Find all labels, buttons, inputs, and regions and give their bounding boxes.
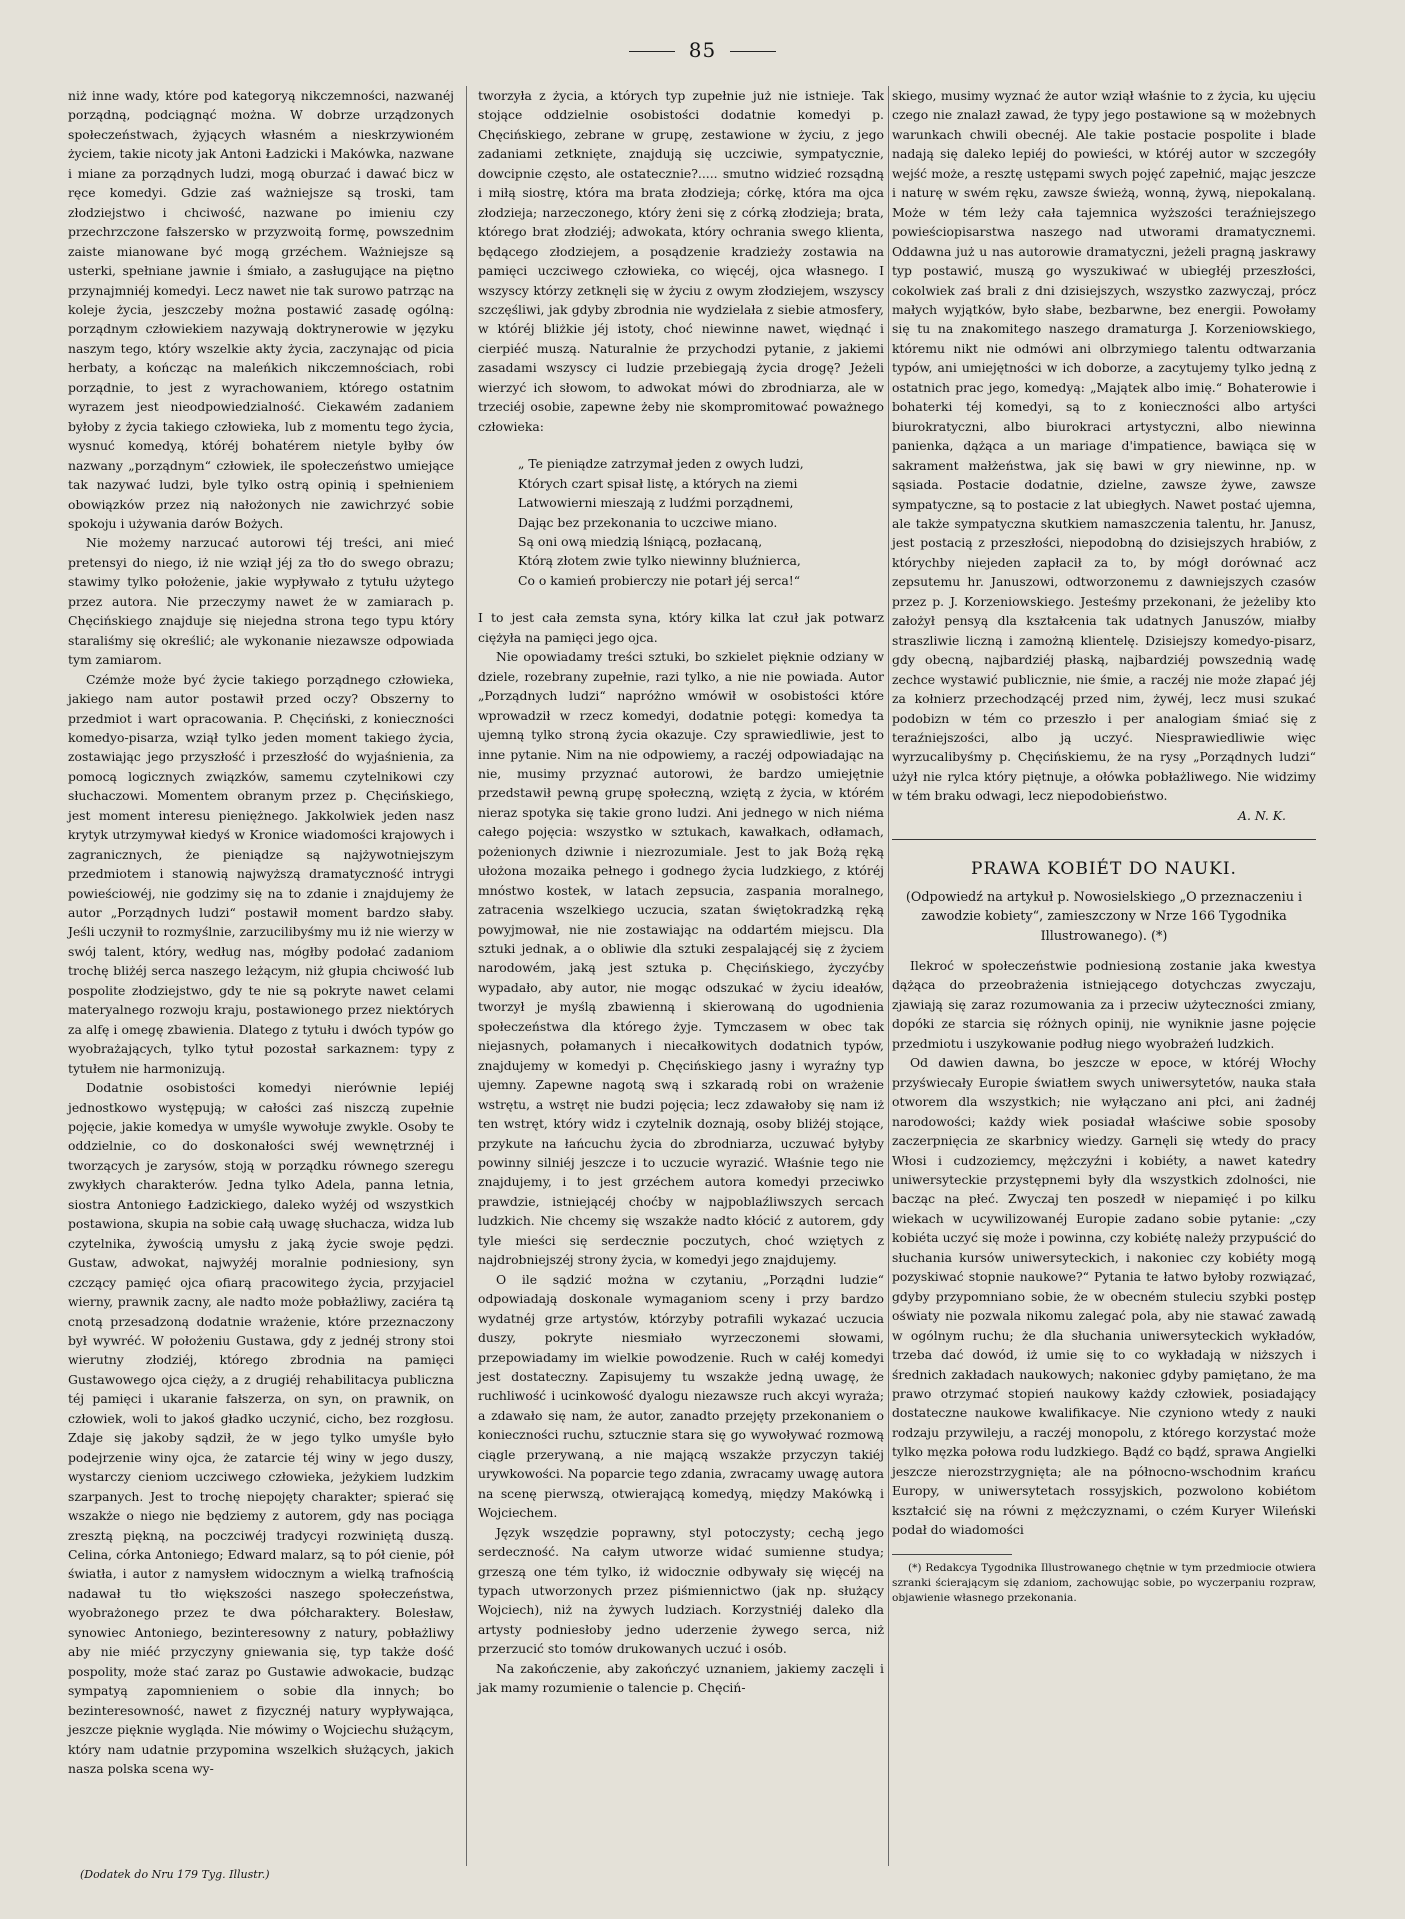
verse-line: Co o kamień probierczy nie potarł jéj serca!“: [518, 572, 801, 588]
col1-paragraph: Nie możemy narzucać autorowi téj treści, ani mieć pretensyi do niego, iż nie wziął jéj za tło do swego obrazu; stawimy tylko położenie, jakie wypływało z tytułu użytego przez autora. Nie przeczymy nawet że w zamiarach p. Chęcińskiego znajduje się niejedna strona tego typu który staraliśmy się określić; ale wykonanie niezawsze odpowiada tym zamiarom.: [68, 535, 454, 668]
supplement-note: (Dodatek do Nru 179 Tyg. Illustr.): [80, 1868, 270, 1881]
col2-paragraph: I to jest cała zemsta syna, który kilka lat czuł jak potwarz ciężyła na pamięci jego ojca.: [478, 610, 884, 645]
quoted-verse: [518, 454, 884, 590]
section-divider: [892, 839, 1316, 840]
col2-paragraph: O ile sądzić można w czytaniu, „Porządni ludzie“ odpowiadają doskonale wymaganiom sceny i przy bardzo wydatnéj grze artystów, którzyby potrafili wykazać uczucia duszy, pokryte niesmiało wyrzeczonemi słowami, przepowiadamy im wielkie powodzenie. Ruch w całéj komedyi jest dostateczny. Zapisujemy tu wszakże jedną uwagę, że ruchliwość i ucinkowość dyalogu niezawsze ruch akcyi wyraża; a zdawało się nam, że autor, zanadto przejęty przekonaniem o konieczności ruchu, sztucznie stara się go wywoływać rozmową ciągle przerywaną, a nie mającą wszakże przyczyn takiéj urywkowości. Na poparcie tego zdania, zwracamy uwagę autora na scenę pierwszą, otwierającą komedyą, między Makówką i Wojciechem.: [478, 1271, 884, 1521]
verse-line: „ Te pieniądze zatrzymał jeden z owych ludzi,: [518, 456, 804, 472]
verse-line: Dając bez przekonania to uczciwe miano.: [518, 514, 778, 530]
article-title: PRAWA KOBIÉT DO NAUKI.: [971, 859, 1237, 880]
author-signature: A. N. K.: [1238, 807, 1286, 823]
article-paragraph: Ilekroć w społeczeństwie podniesioną zostanie jaka kwestya dążąca do przeobrażenia istniejącego dotychczas zwyczaju, zjawiają się zaraz rozumowania za i przeciw użyteczności zmiany, dopóki ze starcia się różnych opinij, nie wyniknie jasne pojęcie przedmiotu i uszykowanie podług niego wyobrażeń ludzkich.: [892, 958, 1316, 1051]
column-divider-2: [888, 86, 889, 1866]
article-paragraph: Od dawien dawna, bo jeszcze w epoce, w któréj Włochy przyświecały Europie światłem swych uniwersytetów, nauka stała otworem dla wszystkich; nie wyłączano ani płci, ani żadnéj narodowości; każdy wiek posiadał właściwe sobie sposoby zaczerpnięcia ze skarbnicy wiedzy. Garnęli się wtedy do pracy Włosi i cudzoziemcy, mężczyźni i kobiéty, a nawet katedry uniwersyteckie przystępnemi były dla wszystkich zdolności, nie bacząc na płeć. Zwyczaj ten poszedł w niepamięć i po kilku wiekach w ucywilizowanéj Europie zadano sobie pytanie: „czy kobiéta uczyć się może i powinna, czy kobiétę należy przypuścić do słuchania kursów uniwersyteckich, i nakoniec czy kobiéty mogą pozyskiwać stopnie naukowe?“ Pytania te łatwo byłoby rozwiązać, gdyby przypomniano sobie, że w obecném stuleciu szybki postęp oświaty nie pozwala nikomu zalegać pola, aby nie stawać zawadą w ogólnym ruchu; że dla słuchania uniwersyteckich wykładów, trzeba dać dowód, iż umie się to co wykładają w niższych i średnich zakładach naukowych; nakoniec gdyby pamiętano, że ma prawo otrzymać stopień naukowy każdy człowiek, posiadający dostateczne naukowe kwalifikacye. Nie czyniono wtedy z nauki rodzaju przywileju, a raczéj monopolu, z którego korzystać może tylko męzka połowa rodu ludzkiego. Bądź co bądź, sprawa Angielki jeszcze nierozstrzygnięta; ale na północno-wschodnim krańcu Europy, w uniwersytetach rossyjskich, pozwolono kobiétom kształcić się na równi z mężczyznami, o czém Kuryer Wileński podał do wiadomości: [892, 1055, 1316, 1538]
page-number-dash-right: [730, 51, 776, 52]
verse-line: Są oni ową miedzią lśniącą, pozłacaną,: [518, 533, 763, 549]
col3-paragraph: skiego, musimy wyznać że autor wziął właśnie to z życia, ku ujęciu czego nie znalazł zawad, że typy jego postawione są w możebnych warunkach chwili obecnéj. Ale takie postacie pospolite i blade nadają się daleko lepiéj do powieści, w któréj autor w szczegóły wejść może, a resztę ustępami swych pojęć zapełnić, mając jeszcze i naturę w swém ręku, zawsze świeżą, wonną, żywą, niepokalaną. Może w tém leży cała tajemnica wyższości teraźniejszego powieściopisarstwa naszego nad utworami dramatycznemi. Oddawna już u nas autorowie dramatyczni, jeżeli pragną jaskrawy typ postawić, muszą go wyszukiwać w ubiegłéj przeszłości, cokolwiek zaś brali z dni dzisiejszych, wszystko zazwyczaj, prócz małych wyjątków, było słabe, bezbarwne, bez energii. Powołamy się tu na znakomitego naszego dramaturga J. Korzeniowskiego, któremu nikt nie odmówi ani olbrzymiego talentu odtwarzania typów, ani umiejętności w ich doborze, a zacytujemy tylko jedną z ostatnich prac jego, komedyą: „Majątek albo imię.“ Bohaterowie i bohaterki téj komedyi, są to z konieczności albo artyści biurokratyczni, albo biurokraci artystyczni, albo niewinna panienka, dążąca a un mariage d'impatience, bawiąca się w sakrament małżeństwa, jak się bawi w gry niewinne, np. w sąsiada. Postacie dodatnie, dzielne, zawsze żywe, zawsze sympatyczne, są to postacie z lat ubiegłych. Nawet postać ujemna, ale także sympatyczna skutkiem namaszczenia talentu, hr. Janusz, jest postacią z przeszłości, niepodobną do dzisiejszych hrabiów, z którychby niejeden zapłacił za to, by mógł dorównać acz zepsutemu hr. Januszowi, odtworzonemu z dawniejszych czasów przez p. J. Korzeniowskiego. Jesteśmy przekonani, że jeżeliby kto założył pensyą dla kształcenia tak udatnych Januszów, miałby straszliwie liczną i zamożną klientelę. Dzisiejszy komedyo-pisarz, gdy obecną, najbardziéj płaską, najbardziéj powszednią wadę zechce wystawić publicznie, nie śmie, a raczéj nie może złapać jéj za kołnierz przechodzącéj przed nim, żywéj, lecz musi szukać podobizn w tém co przeszło i per analogiam śmiać się z teraźniejszości, albo ją uczyć. Niesprawiedliwie więc wyrzucalibyśmy p. Chęcińskiemu, że na rysy „Porządnych ludzi“ użył nie rylca który piętnuje, a ołówka pobłażliwego. Nie widzimy w tém braku odwagi, lecz niepodobieństwo.: [892, 88, 1316, 804]
col1-paragraph: niż inne wady, które pod kategoryą nikczemności, nazwanéj porządną, podciągnąć można. W dobrze urządzonych społeczeństwach, żyjących własném a nieskrzywioném życiem, takie nicoty jak Antoni Ładzicki i Makówka, nazwane i miane za porządnych ludzi, mogą oburzać i dawać bicz w ręce komedyi. Gdzie zaś ważniejsze są troski, tam złodziejstwo i chciwość, nazwane po imieniu czy przechrzczone fałszersko w przyzwoitą formę, powszednim zaiste mianowane być mogą grzéchem. Ważniejsze są usterki, spełniane jawnie i śmiało, a zasługujące na piętno przynajmniéj komedyi. Lecz nawet nie tak surowo patrząc na koleje życia, jeszczeby można postawić zasadę ogólną: porządnym człowiekiem nazywają doktrynerowie w języku naszym tego, który wszelkie akty życia, zaczynając od picia herbaty, a kończąc na maleńkich nikczemnościach, robi porządnie, to jest z wyrachowaniem, którego ostatnim wyrazem jest nieodpowiedzialność. Ciekawém zadaniem byłoby z życia takiego człowieka, lub z momentu tego życia, wysnuć komedyą, któréj bohatérem nietyle byłby ów nazwany „porządnym“ człowiek, ile społeczeństwo umiejące tak nazywać ludzi, byle tylko ostrą opinią i spełnieniem obowiązków przez nią nałożonych nie zawichrzyć sobie spokoju i używania darów Bożych.: [68, 88, 454, 531]
page-number: 85: [688, 38, 717, 62]
column-2: [478, 86, 884, 1876]
page-number-dash-left: [629, 51, 675, 52]
column-divider-1: [466, 86, 467, 1866]
article-subtitle: (Odpowiedź na artykuł p. Nowosielskiego „O przeznaczeniu i zawodzie kobiety“, zamieszczony w Nrze 166 Tygodnika Illustrowanego). (*): [905, 889, 1303, 944]
col2-paragraph: Na zakończenie, aby zakończyć uznaniem, jakiemy zaczęli i jak mamy rozumienie o talencie p. Chęciń-: [478, 1660, 884, 1696]
verse-line: Latwowierni mieszają z ludźmi porządnemi,: [518, 495, 794, 511]
column-3: [892, 86, 1316, 1876]
footnote-divider: [892, 1554, 1012, 1555]
footnote: (*) Redakcya Tygodnika Illustrowanego chętnie w tym przedmiocie otwiera szranki ścierającym się zdaniom, zachowując sobie, po wyczerpaniu rozpraw, objawienie własnego przekonania.: [892, 1561, 1316, 1604]
col1-paragraph: Czémże może być życie takiego porządnego człowieka, jakiego nam autor postawił przed oczy? Obszerny to przedmiot i wart opracowania. P. Chęciński, z konieczności komedyo-pisarza, wziął tylko jeden moment takiego życia, zostawiając jego przyszłość i przeszłość do wyjaśnienia, za pomocą logicznych związków, samemu czytelnikowi czy słuchaczowi. Momentem obranym przez p. Chęcińskiego, jest moment interesu pieniężnego. Jakkolwiek jeden nasz krytyk utrzymywał kiedyś w Kronice wiadomości krajowych i zagranicznych, że pieniądze są najżywotniejszym przedmiotem i stanowią najwyższą dramatyczność intrygi powieściowéj, nie godzimy się na to zdanie i znajdujemy że autor „Porządnych ludzi“ postawił moment bardzo słaby. Jeśli uczynił to rozmyślnie, zarzucilibyśmy mu iż nie wierzy w swój talent, który, według nas, mógłby podołać zadaniom trochę bliżéj serca naszego leżącym, niż głupia chciwość lub pospolite złodziejstwo, gdy te nie są pokryte nawet celami materyalnego rozwoju kraju, postawionego przez niektórych za alfę i omegę zbawienia. Dlatego z tytułu i dwóch typów go wyobrażających, tylko tytuł pozostał sarkaznem: typy z tytułem nie harmonizują.: [68, 671, 454, 1076]
col1-paragraph: Dodatnie osobistości komedyi nierównie lepiéj jednostkowo występują; w całości zaś niszczą zupełnie pojęcie, jakie komedya w umyśle wywołuje zwykle. Osoby te oddzielnie, co do doskonałości swéj wewnętrznéj i tworzących je zarysów, stoją w porządku równego szeregu zwykłych charakterów. Jedna tylko Adela, panna letnia, siostra Antoniego Ładzickiego, daleko wyżéj od wszystkich postawiona, skupia na sobie całą uwagę słuchacza, widza lub czytelnika, żywością umysłu z jaką życie swoje pędzi. Gustaw, adwokat, najwyżéj moralnie podniesiony, syn czczący pamięć ojca ofiarą pracowitego życia, przyjaciel wierny, prawnik zacny, ale nadto może pobłażliwy, zaciéra tą cnotą przesadzoną dodatnie wrażenie, które przeznaczony był wywréć. W położeniu Gustawa, gdy z jednéj strony stoi wierutny złodziéj, którego zbrodnia na pamięci Gustawowego ojca cięży, a z drugiéj rehabilitacya publiczna téj pamięci i ukaranie fałszerza, on syn, on prawnik, on człowiek, woli to jakoś gładko uczynić, cicho, bez rozgłosu. Zdaje się jakoby sądził, że w jego tylko umyśle było podejrzenie winy ojca, że zatarcie téj winy w jego duszy, wystarczy cieniom uczciwego człowieka, jeżykiem ludzkim szarpanych. Jest to trochę niepojęty charakter; spierać się wszakże o niego nie będziemy z autorem, gdy nas pociąga zresztą piękną, na poczciwéj tradycyi rozwiniętą duszą. Celina, córka Antoniego; Edward malarz, są to pół cienie, pół światła, i autor z namysłem widocznym a wielką trafnością nadawał tu tło większości naszego społeczeństwa, wyobrażonego przez te dwa półcharaktery. Bolesław, synowiec Antoniego, bezinteresowny z natury, pobłażliwy aby nie miéć przyczyny gniewania się, typ także dość pospolity, może stać zaraz po Gustawie adwokacie, budząc sympatyą zapomnieniem o sobie dla innych; bo bezinteresowność, nawet z fizycznéj natury wypływająca, jeszcze pięknie wygląda. Nie mówimy o Wojciechu służącym, który nam udatnie przypomina wszelkich służących, jakich nasza polska scena wy-: [68, 1080, 454, 1776]
verse-line: Którą złotem zwie tylko niewinny bluźnierca,: [518, 553, 801, 569]
column-1: [68, 86, 454, 1876]
page-number-line: [0, 38, 1405, 62]
verse-line: Których czart spisał listę, a których na ziemi: [518, 475, 798, 491]
col2-paragraph: tworzyła z życia, a których typ zupełnie już nie istnieje. Tak stojące oddzielnie osobistości dodatnie komedyi p. Chęcińskiego, zebrane w grupę, zestawione w życiu, z jego zadaniami zetknięte, znajdują się uczciwie, sympatycznie, dowcipnie często, ale ostatecznie?..... smutno widzieć rozsądną i miłą siostrę, która ma brata złodzieja; córkę, która ma ojca złodzieja; narzeczonego, który żeni się z córką złodzieja; brata, którego brat złodziéj; adwokata, który ochrania swego klienta, będącego złodziejem, a posądzenie kradzieży zostawia na pamięci uczciwego człowieka, co więcéj, ojca własnego. I wszyscy którzy zetknęli się w życiu z owym złodziejem, wszyscy szczęśliwi, jak gdyby zbrodnia nie wydzielała z siebie atmosfery, w któréj bliżkie jéj istoty, choć niewinne nawet, więdnąć i cierpiéć muszą. Naturalnie że przychodzi pytanie, z jakiemi zasadami wszyscy ci ludzie przebiegają życia drogę? Jeżeli wierzyć ich słowom, to adwokat mówi do zbrodniarza, ale w trzeciéj osobie, zapewne żeby nie skompromitować poważnego człowieka:: [478, 88, 884, 434]
col2-paragraph: Język wszędzie poprawny, styl potoczysty; cechą jego serdeczność. Na całym utworze widać sumienne studya; grzeszą one tém tylko, iż widocznie odbywały się więcéj na typach utworzonych przez piśmiennictwo (jak np. służący Wojciech), niż na żywych ludziach. Korzystniéj daleko dla artysty podniesłoby jedno uderzenie żywego serca, niż przerzucić sto tomów drukowanych uczuć i osób.: [478, 1524, 884, 1657]
col2-paragraph: Nie opowiadamy treści sztuki, bo szkielet pięknie odziany w dziele, rozebrany zupełnie, razi tylko, a nie nie powiada. Autor „Porządnych ludzi“ napróżno wmówił w osobistości które wprowadził w rzecz komedyi, dodatnie potęgi: komedya ta ujemną tylko stroną życia okazuje. Czy sprawiedliwie, jest to inne pytanie. Nim na nie odpowiemy, a raczéj odpowiadając na nie, musimy przyznać autorowi, że bardzo umiejętnie przedstawił pewną grupę społeczną, wziętą z życia, w którém nieraz spotyka się takie grono ludzi. Ani jednego w nich niéma całego pojęcia: wszystko w sztukach, kawałkach, odłamach, pożenionych dziwnie i niezrozumiale. Jest to jak Bożą ręką ułożona mozaika pełnego i godnego życia ludzkiego, z któréj mnóstwo kostek, w latach zepsucia, zaspania moralnego, zatracenia wszelkiego uczucia, szatan świętokradzką ręką powyjmował, nie nie zostawiając na oddartém miejscu. Dla sztuki jednak, a o obliwie dla sztuki zespalającéj się z życiem narodowém, jaką jest sztuka p. Chęcińskiego, życzyćby wypadało, aby autor, nie mogąc odszukać w życiu ideałów, tworzył je myślą zbawienną i skierowaną do ugodnienia społeczeństwa dla którego żyje. Tymczasem w obec tak niejasnych, połamanych i niecałkowitych dodatnich typów, znajdujemy w komedyi p. Chęcińskiego jasny i wyraźny typ ujemny. Zapewne nagotą swą i szkaradą robi on wrażenie wstrętu, a wstręt nie budzi pojęcia; lecz zdawałoby się nam iż ten wstręt, który widz i czytelnik doznają, osoby bliżéj stojące, przykute na łańcuchu życia do zbrodniarza, uczuwać byłyby powinny silniéj jeszcze i to uczucie wyrazić. Właśnie tego nie znajdujemy, i to jest grzéchem autora komedyi przeciwko prawdzie, istniejącéj choćby w najpoblaźliwszych sercach ludzkich. Nie chcemy się wszakże nadto kłócić z autorem, gdy tyle mieści się serdecznie poczutych, choć wziętych z najdrobniejszéj strony życia, w komedyi jego znajdujemy.: [478, 649, 884, 1268]
